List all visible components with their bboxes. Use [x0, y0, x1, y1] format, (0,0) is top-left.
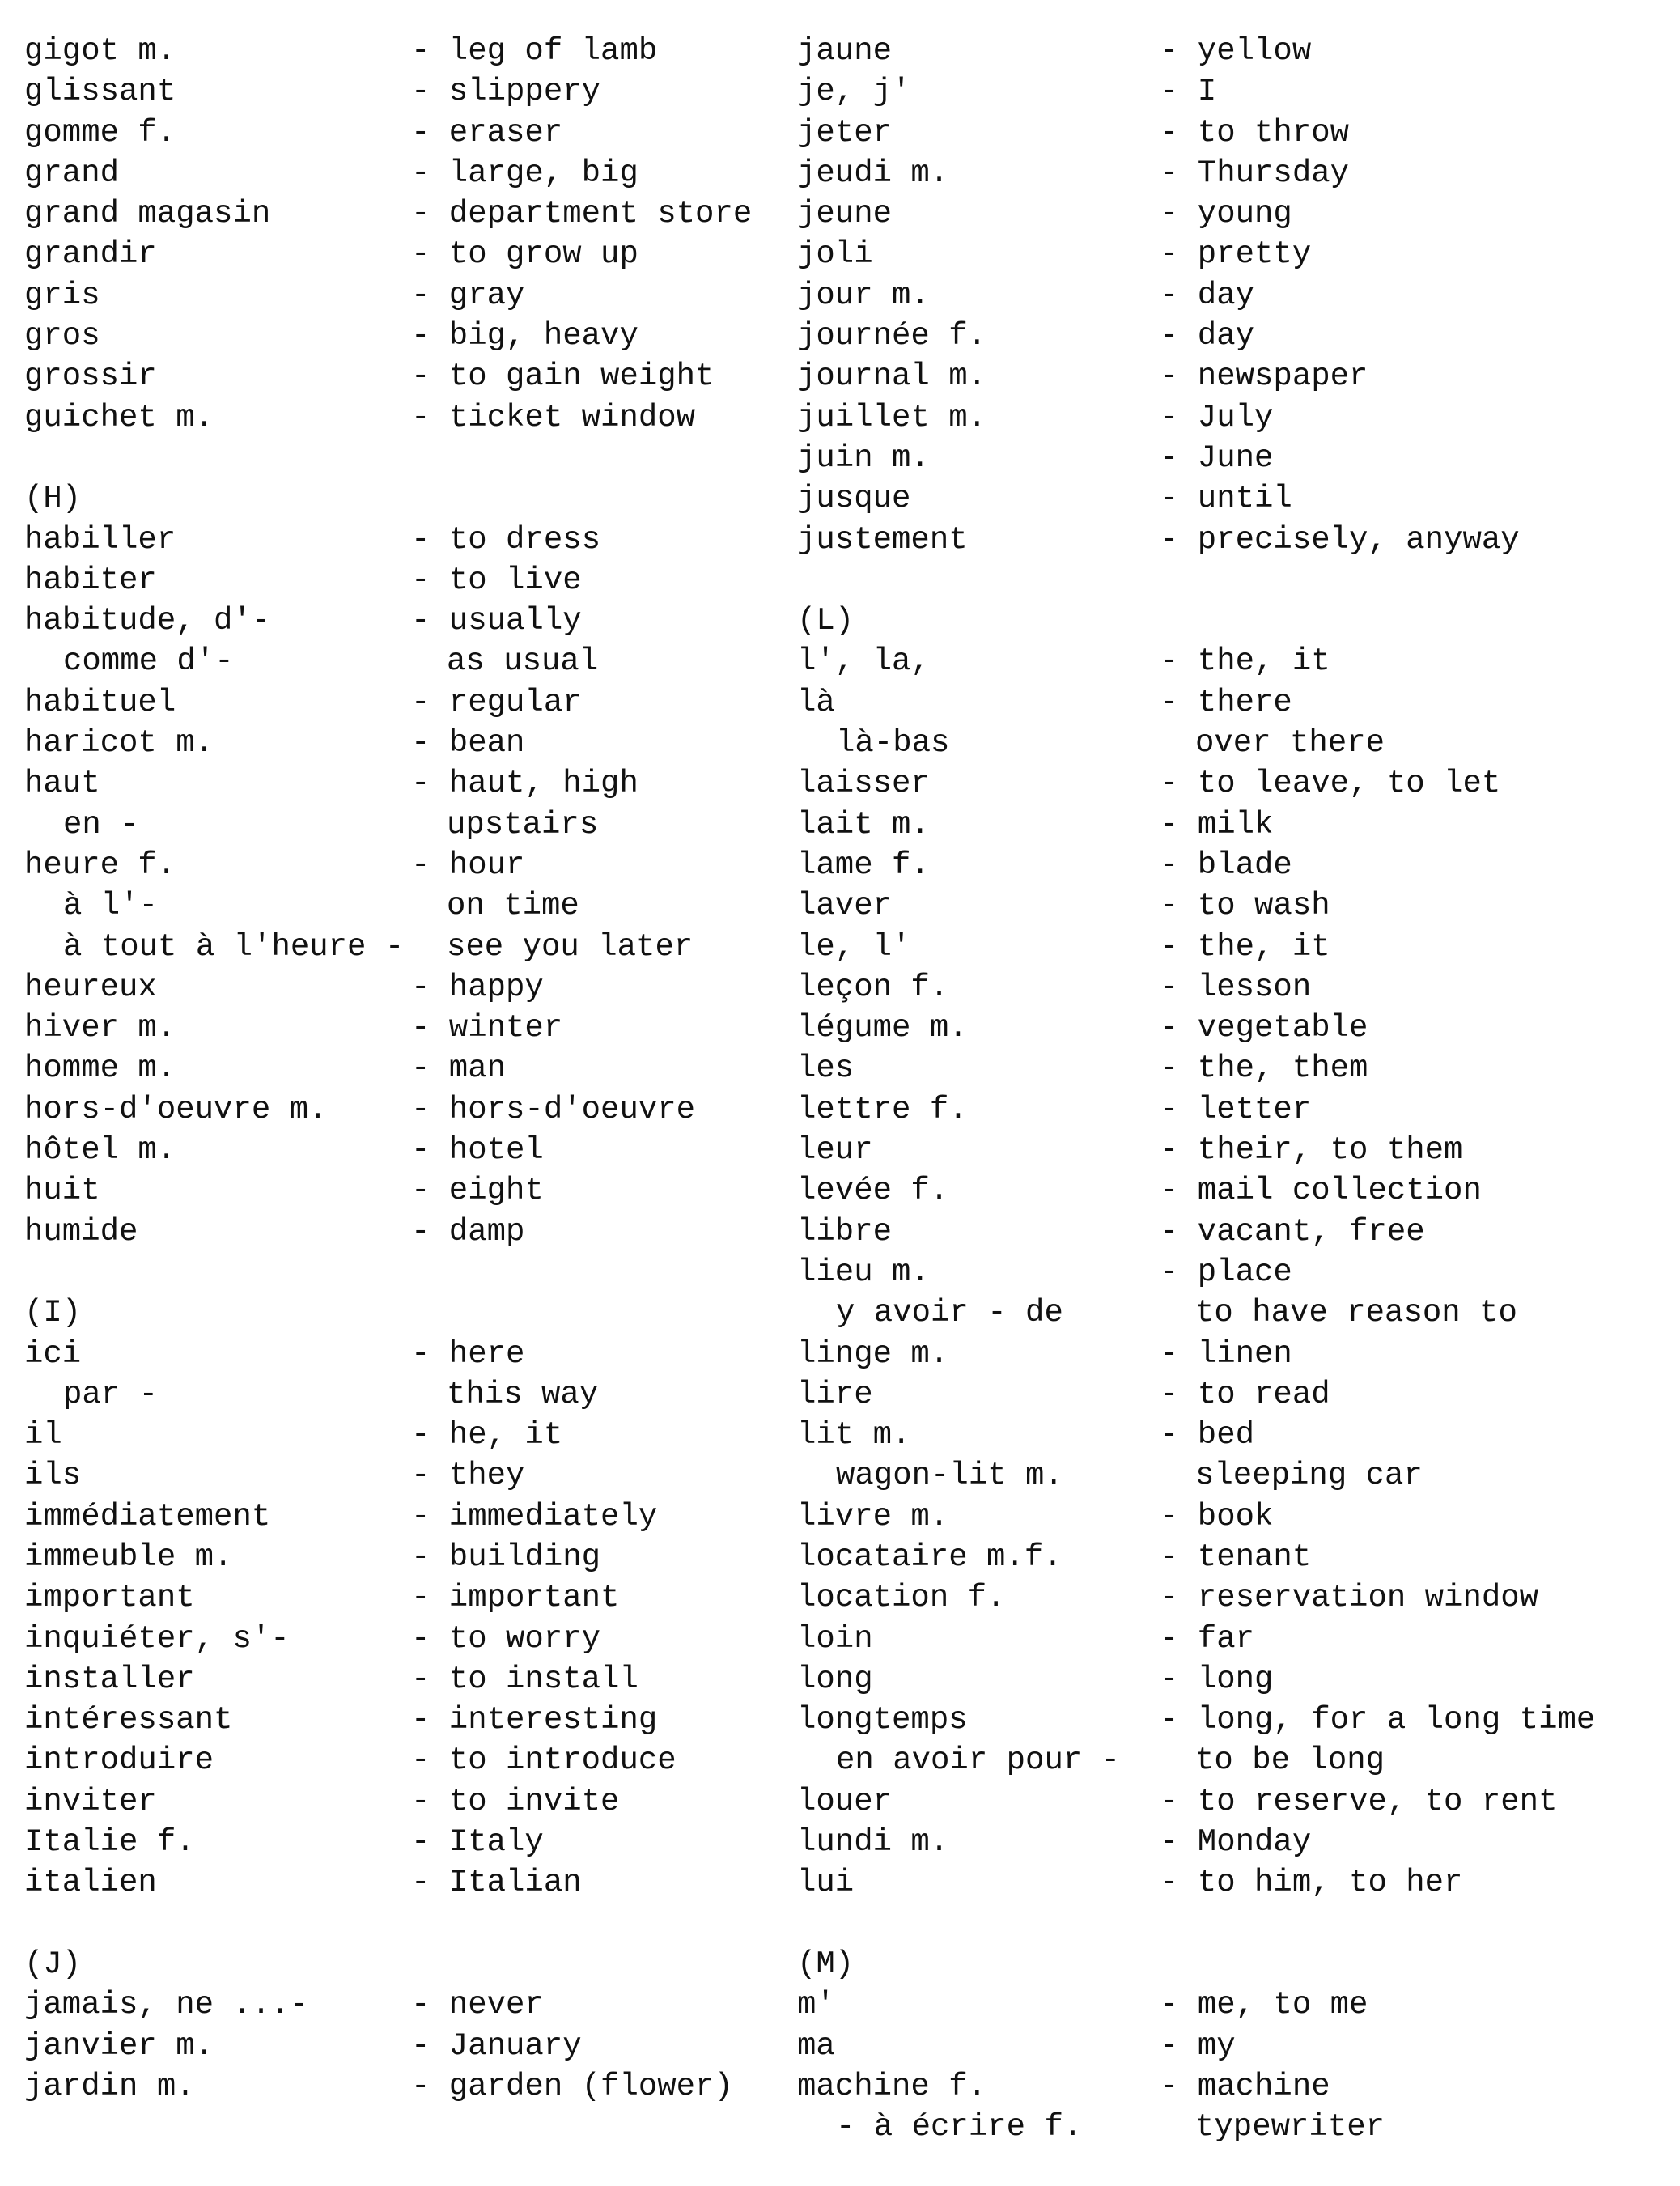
sub-entry	[797, 1292, 1655, 1333]
glossary-entry	[797, 356, 1655, 397]
english-translation: - the, it	[1160, 928, 1330, 965]
french-term: en -	[63, 806, 139, 843]
french-term: humide	[24, 1213, 138, 1250]
glossary-entry	[797, 1008, 1655, 1048]
english-translation: - linen	[1160, 1335, 1292, 1372]
french-term: heureux	[24, 969, 157, 1005]
french-term: légume m.	[797, 1010, 968, 1046]
english-translation: to have reason to	[1195, 1295, 1517, 1331]
french-term: laver	[797, 888, 893, 924]
left-column	[24, 31, 834, 2107]
english-translation: - until	[1160, 481, 1292, 517]
english-translation: - June	[1160, 439, 1274, 476]
glossary-entry	[24, 1700, 834, 1740]
english-translation: as usual	[447, 643, 599, 680]
french-term: lettre f.	[797, 1091, 968, 1127]
english-translation: - July	[1160, 399, 1274, 435]
french-term: levée f.	[797, 1173, 949, 1209]
french-term: locataire m.f.	[797, 1539, 1063, 1575]
french-term: machine f.	[797, 2068, 987, 2104]
english-translation: - their, to them	[1160, 1132, 1463, 1169]
glossary-entry	[24, 1577, 834, 1618]
french-term: hôtel m.	[24, 1132, 176, 1169]
glossary-entry	[797, 927, 1655, 967]
glossary-entry	[24, 153, 834, 193]
english-translation: - they	[411, 1458, 525, 1494]
french-term: gris	[24, 277, 100, 313]
english-translation: - he, it	[411, 1417, 563, 1454]
french-term: louer	[797, 1783, 893, 1819]
glossary-entry	[24, 845, 834, 885]
french-term: wagon-lit m.	[836, 1458, 1063, 1494]
english-translation: - my	[1160, 2027, 1236, 2064]
english-translation: this way	[447, 1376, 599, 1412]
english-translation: on time	[447, 888, 579, 924]
english-translation: - slippery	[411, 74, 601, 110]
english-translation: - winter	[411, 1010, 563, 1046]
french-term: journée f.	[797, 318, 987, 354]
french-term: juillet m.	[797, 399, 987, 435]
glossary-entry	[797, 153, 1655, 193]
french-term: jusque	[797, 481, 911, 517]
french-term: immédiatement	[24, 1498, 271, 1534]
french-term: inquiéter, s'-	[24, 1620, 290, 1657]
french-term: Italie f.	[24, 1824, 195, 1861]
french-term: là-bas	[836, 725, 950, 762]
english-translation: - immediately	[411, 1498, 658, 1534]
glossary-entry	[24, 560, 834, 601]
glossary-entry	[797, 112, 1655, 153]
english-translation: - never	[411, 1987, 544, 2023]
english-translation: - to introduce	[411, 1742, 677, 1779]
french-term: je, j'	[797, 74, 911, 110]
blank-line	[24, 1252, 834, 1292]
english-translation: - Italy	[411, 1824, 544, 1861]
french-term: joli	[797, 236, 873, 273]
french-term: laisser	[797, 766, 930, 802]
sub-entry	[24, 641, 834, 681]
english-translation: sleeping car	[1195, 1458, 1423, 1494]
french-term: heure f.	[24, 847, 176, 883]
english-translation: - to wash	[1160, 888, 1330, 924]
french-term: italien	[24, 1865, 157, 1901]
french-term: juin m.	[797, 439, 930, 476]
english-translation: - milk	[1160, 806, 1274, 843]
english-translation: - hour	[411, 847, 525, 883]
english-translation: - happy	[411, 969, 544, 1005]
french-term: longtemps	[797, 1702, 968, 1738]
sub-entry	[24, 1374, 834, 1415]
glossary-entry	[797, 1862, 1655, 1903]
french-term: leur	[797, 1132, 873, 1169]
french-term: installer	[24, 1661, 195, 1697]
french-term: journal m.	[797, 359, 987, 395]
glossary-entry	[797, 1170, 1655, 1211]
english-translation: - vacant, free	[1160, 1213, 1425, 1250]
glossary-entry	[24, 1740, 834, 1781]
sub-entry	[797, 2107, 1655, 2147]
glossary-entry	[24, 234, 834, 274]
glossary-entry	[24, 1008, 834, 1048]
glossary-entry	[24, 723, 834, 763]
glossary-entry	[797, 1089, 1655, 1130]
french-term: gros	[24, 318, 100, 354]
glossary-entry	[24, 1619, 834, 1659]
english-translation: - newspaper	[1160, 359, 1368, 395]
english-translation: - day	[1160, 318, 1255, 354]
french-term: lire	[797, 1376, 873, 1412]
english-translation: see you later	[447, 928, 694, 965]
english-translation: - interesting	[411, 1702, 658, 1738]
english-translation: - ticket window	[411, 399, 696, 435]
french-term: guichet m.	[24, 399, 214, 435]
sub-entry	[24, 885, 834, 926]
glossary-entry	[797, 1334, 1655, 1374]
glossary-entry	[24, 1212, 834, 1252]
glossary-entry	[797, 1700, 1655, 1740]
english-translation: - lesson	[1160, 969, 1312, 1005]
glossary-entry	[797, 1822, 1655, 1862]
glossary-entry	[24, 1537, 834, 1577]
glossary-entry	[24, 1659, 834, 1700]
glossary-entry	[24, 1048, 834, 1089]
french-term: - à écrire f.	[836, 2109, 1083, 2146]
english-translation: - to throw	[1160, 114, 1350, 151]
french-term: jamais, ne ...-	[24, 1987, 309, 2023]
glossary-entry	[24, 1170, 834, 1211]
french-term: jaune	[797, 33, 893, 69]
french-term: habitude, d'-	[24, 603, 271, 639]
blank-line	[24, 1904, 834, 1944]
glossary-entry	[797, 1537, 1655, 1577]
english-translation: - Monday	[1160, 1824, 1312, 1861]
english-translation: - Thursday	[1160, 155, 1350, 191]
glossary-entry	[797, 193, 1655, 234]
french-term: jeune	[797, 196, 893, 232]
english-translation: - to install	[411, 1661, 638, 1697]
glossary-entry	[797, 845, 1655, 885]
english-translation: - eraser	[411, 114, 563, 151]
glossary-entry	[24, 1781, 834, 1822]
glossary-entry	[797, 71, 1655, 112]
french-term: libre	[797, 1213, 893, 1250]
glossary-entry	[24, 1455, 834, 1496]
english-translation: - to grow up	[411, 236, 638, 273]
glossary-entry	[24, 682, 834, 723]
english-translation: - leg of lamb	[411, 33, 658, 69]
french-term: habiller	[24, 521, 176, 558]
english-translation: - to him, to her	[1160, 1865, 1463, 1901]
glossary-entry	[24, 1130, 834, 1170]
english-translation: - I	[1160, 74, 1217, 110]
english-translation: - garden (flower)	[411, 2068, 733, 2104]
glossary-entry	[24, 1984, 834, 2025]
glossary-entry	[797, 804, 1655, 845]
english-translation: over there	[1195, 725, 1385, 762]
french-term: glissant	[24, 74, 176, 110]
french-term: les	[797, 1051, 855, 1087]
right-column	[797, 31, 1655, 2147]
glossary-entry	[797, 682, 1655, 723]
french-term: haut	[24, 766, 100, 802]
section-heading	[797, 1944, 1655, 1984]
french-term: leçon f.	[797, 969, 949, 1005]
glossary-entry	[797, 234, 1655, 274]
english-translation: - bed	[1160, 1417, 1255, 1454]
glossary-entry	[797, 1374, 1655, 1415]
section-letter: (J)	[24, 1946, 82, 1982]
french-term: introduire	[24, 1742, 214, 1779]
french-term: ma	[797, 2027, 835, 2064]
glossary-entry	[797, 520, 1655, 560]
glossary-entry	[797, 1048, 1655, 1089]
glossary-entry	[24, 2066, 834, 2107]
french-term: hiver m.	[24, 1010, 176, 1046]
glossary-entry	[797, 275, 1655, 316]
english-translation: - gray	[411, 277, 525, 313]
french-term: comme d'-	[63, 643, 234, 680]
english-translation: - important	[411, 1580, 620, 1616]
french-term: par -	[63, 1376, 159, 1412]
english-translation: - to reserve, to rent	[1160, 1783, 1558, 1819]
french-term: gomme f.	[24, 114, 176, 151]
english-translation: - hotel	[411, 1132, 544, 1169]
french-term: lame f.	[797, 847, 930, 883]
glossary-entry	[797, 438, 1655, 478]
french-term: grand	[24, 155, 120, 191]
french-term: lundi m.	[797, 1824, 949, 1861]
section-letter: (M)	[797, 1946, 855, 1982]
glossary-entry	[24, 1334, 834, 1374]
french-term: hors-d'oeuvre m.	[24, 1091, 328, 1127]
glossary-entry	[797, 1212, 1655, 1252]
glossary-entry	[24, 1089, 834, 1130]
glossary-entry	[24, 31, 834, 71]
english-translation: - January	[411, 2027, 582, 2064]
english-translation: - haut, high	[411, 766, 638, 802]
glossary-entry	[24, 763, 834, 804]
english-translation: - large, big	[411, 155, 638, 191]
glossary-entry	[24, 1415, 834, 1455]
glossary-entry	[797, 478, 1655, 519]
english-translation: - big, heavy	[411, 318, 638, 354]
french-term: habiter	[24, 562, 157, 598]
french-term: intéressant	[24, 1702, 233, 1738]
english-translation: - eight	[411, 1173, 544, 1209]
english-translation: - book	[1160, 1498, 1274, 1534]
section-heading	[24, 1944, 834, 1984]
glossary-entry	[797, 1577, 1655, 1618]
english-translation: - far	[1160, 1620, 1255, 1657]
french-term: janvier m.	[24, 2027, 214, 2064]
glossary-entry	[797, 2066, 1655, 2107]
english-translation: - me, to me	[1160, 1987, 1368, 2023]
english-translation: - to leave, to let	[1160, 766, 1501, 802]
french-term: grossir	[24, 359, 157, 395]
glossary-entry	[24, 397, 834, 438]
glossary-entry	[24, 2026, 834, 2066]
english-translation: upstairs	[447, 806, 599, 843]
glossary-entry	[797, 1415, 1655, 1455]
english-translation: - reservation window	[1160, 1580, 1539, 1616]
sub-entry	[797, 1455, 1655, 1496]
section-heading	[24, 478, 834, 519]
blank-line	[797, 560, 1655, 601]
sub-entry	[797, 723, 1655, 763]
english-translation: - to worry	[411, 1620, 601, 1657]
glossary-entry	[797, 2026, 1655, 2066]
english-translation: - to invite	[411, 1783, 620, 1819]
english-translation: - the, them	[1160, 1051, 1368, 1087]
english-translation: - bean	[411, 725, 525, 762]
blank-line	[24, 438, 834, 478]
french-term: important	[24, 1580, 195, 1616]
french-term: y avoir - de	[836, 1295, 1063, 1331]
sub-entry	[797, 1740, 1655, 1781]
english-translation: - department store	[411, 196, 753, 232]
glossary-entry	[24, 1822, 834, 1862]
english-translation: - the, it	[1160, 643, 1330, 680]
french-term: inviter	[24, 1783, 157, 1819]
glossary-entry	[24, 71, 834, 112]
glossary-entry	[24, 356, 834, 397]
french-term: homme m.	[24, 1051, 176, 1087]
french-term: jour m.	[797, 277, 930, 313]
glossary-entry	[797, 1619, 1655, 1659]
glossary-entry	[797, 641, 1655, 681]
section-letter: (L)	[797, 603, 855, 639]
english-translation: - man	[411, 1051, 507, 1087]
french-term: grand magasin	[24, 196, 271, 232]
french-term: jardin m.	[24, 2068, 195, 2104]
french-term: à tout à l'heure -	[63, 928, 405, 965]
english-translation: - damp	[411, 1213, 525, 1250]
french-term: le, l'	[797, 928, 911, 965]
glossary-entry	[797, 885, 1655, 926]
french-term: lui	[797, 1865, 855, 1901]
french-term: lieu m.	[797, 1254, 930, 1290]
english-translation: - there	[1160, 684, 1292, 720]
english-translation: typewriter	[1195, 2109, 1385, 2146]
english-translation: - yellow	[1160, 33, 1312, 69]
french-term: lit m.	[797, 1417, 911, 1454]
english-translation: - to dress	[411, 521, 601, 558]
french-term: long	[797, 1661, 873, 1697]
glossary-entry	[797, 1252, 1655, 1292]
english-translation: - letter	[1160, 1091, 1312, 1127]
french-term: à l'-	[63, 888, 159, 924]
glossary-entry	[797, 763, 1655, 804]
french-term: loin	[797, 1620, 873, 1657]
section-letter: (H)	[24, 481, 82, 517]
french-term: immeuble m.	[24, 1539, 233, 1575]
french-term: en avoir pour -	[836, 1742, 1121, 1779]
english-translation: - to gain weight	[411, 359, 715, 395]
french-term: location f.	[797, 1580, 1006, 1616]
english-translation: - place	[1160, 1254, 1292, 1290]
english-translation: - vegetable	[1160, 1010, 1368, 1046]
glossary-entry	[797, 397, 1655, 438]
french-term: gigot m.	[24, 33, 176, 69]
sub-entry	[24, 927, 834, 967]
glossary-entry	[24, 1862, 834, 1903]
english-translation: - here	[411, 1335, 525, 1372]
glossary-entry	[24, 1496, 834, 1537]
glossary-entry	[797, 1130, 1655, 1170]
french-term: jeter	[797, 114, 893, 151]
glossary-entry	[797, 1496, 1655, 1537]
english-translation: - to read	[1160, 1376, 1330, 1412]
glossary-entry	[797, 1659, 1655, 1700]
english-translation: - pretty	[1160, 236, 1312, 273]
glossary-entry	[797, 316, 1655, 356]
french-term: habituel	[24, 684, 176, 720]
english-translation: to be long	[1195, 1742, 1385, 1779]
glossary-entry	[797, 31, 1655, 71]
english-translation: - precisely, anyway	[1160, 521, 1520, 558]
english-translation: - day	[1160, 277, 1255, 313]
english-translation: - tenant	[1160, 1539, 1312, 1575]
english-translation: - machine	[1160, 2068, 1330, 2104]
english-translation: - long, for a long time	[1160, 1702, 1596, 1738]
french-term: ici	[24, 1335, 82, 1372]
english-translation: - building	[411, 1539, 601, 1575]
french-term: grandir	[24, 236, 157, 273]
glossary-entry	[24, 520, 834, 560]
english-translation: - young	[1160, 196, 1292, 232]
french-term: l', la,	[797, 643, 930, 680]
french-term: lait m.	[797, 806, 930, 843]
english-translation: - to live	[411, 562, 582, 598]
blank-line	[797, 1904, 1655, 1944]
french-term: il	[24, 1417, 62, 1454]
english-translation: - blade	[1160, 847, 1292, 883]
glossary-entry	[797, 1781, 1655, 1822]
french-term: jeudi m.	[797, 155, 949, 191]
glossary-entry	[24, 275, 834, 316]
glossary-entry	[797, 967, 1655, 1008]
english-translation: - hors-d'oeuvre	[411, 1091, 696, 1127]
french-term: linge m.	[797, 1335, 949, 1372]
sub-entry	[24, 804, 834, 845]
french-term: haricot m.	[24, 725, 214, 762]
glossary-entry	[24, 967, 834, 1008]
section-heading	[797, 601, 1655, 641]
english-translation: - usually	[411, 603, 582, 639]
french-term: livre m.	[797, 1498, 949, 1534]
french-term: m'	[797, 1987, 835, 2023]
french-term: là	[797, 684, 835, 720]
glossary-entry	[24, 112, 834, 153]
glossary-entry	[24, 316, 834, 356]
french-term: ils	[24, 1458, 82, 1494]
english-translation: - long	[1160, 1661, 1274, 1697]
english-translation: - mail collection	[1160, 1173, 1482, 1209]
english-translation: - regular	[411, 684, 582, 720]
french-term: justement	[797, 521, 968, 558]
french-term: huit	[24, 1173, 100, 1209]
section-letter: (I)	[24, 1295, 82, 1331]
english-translation: - Italian	[411, 1865, 582, 1901]
glossary-entry	[797, 1984, 1655, 2025]
section-heading	[24, 1292, 834, 1333]
glossary-entry	[24, 601, 834, 641]
glossary-entry	[24, 193, 834, 234]
